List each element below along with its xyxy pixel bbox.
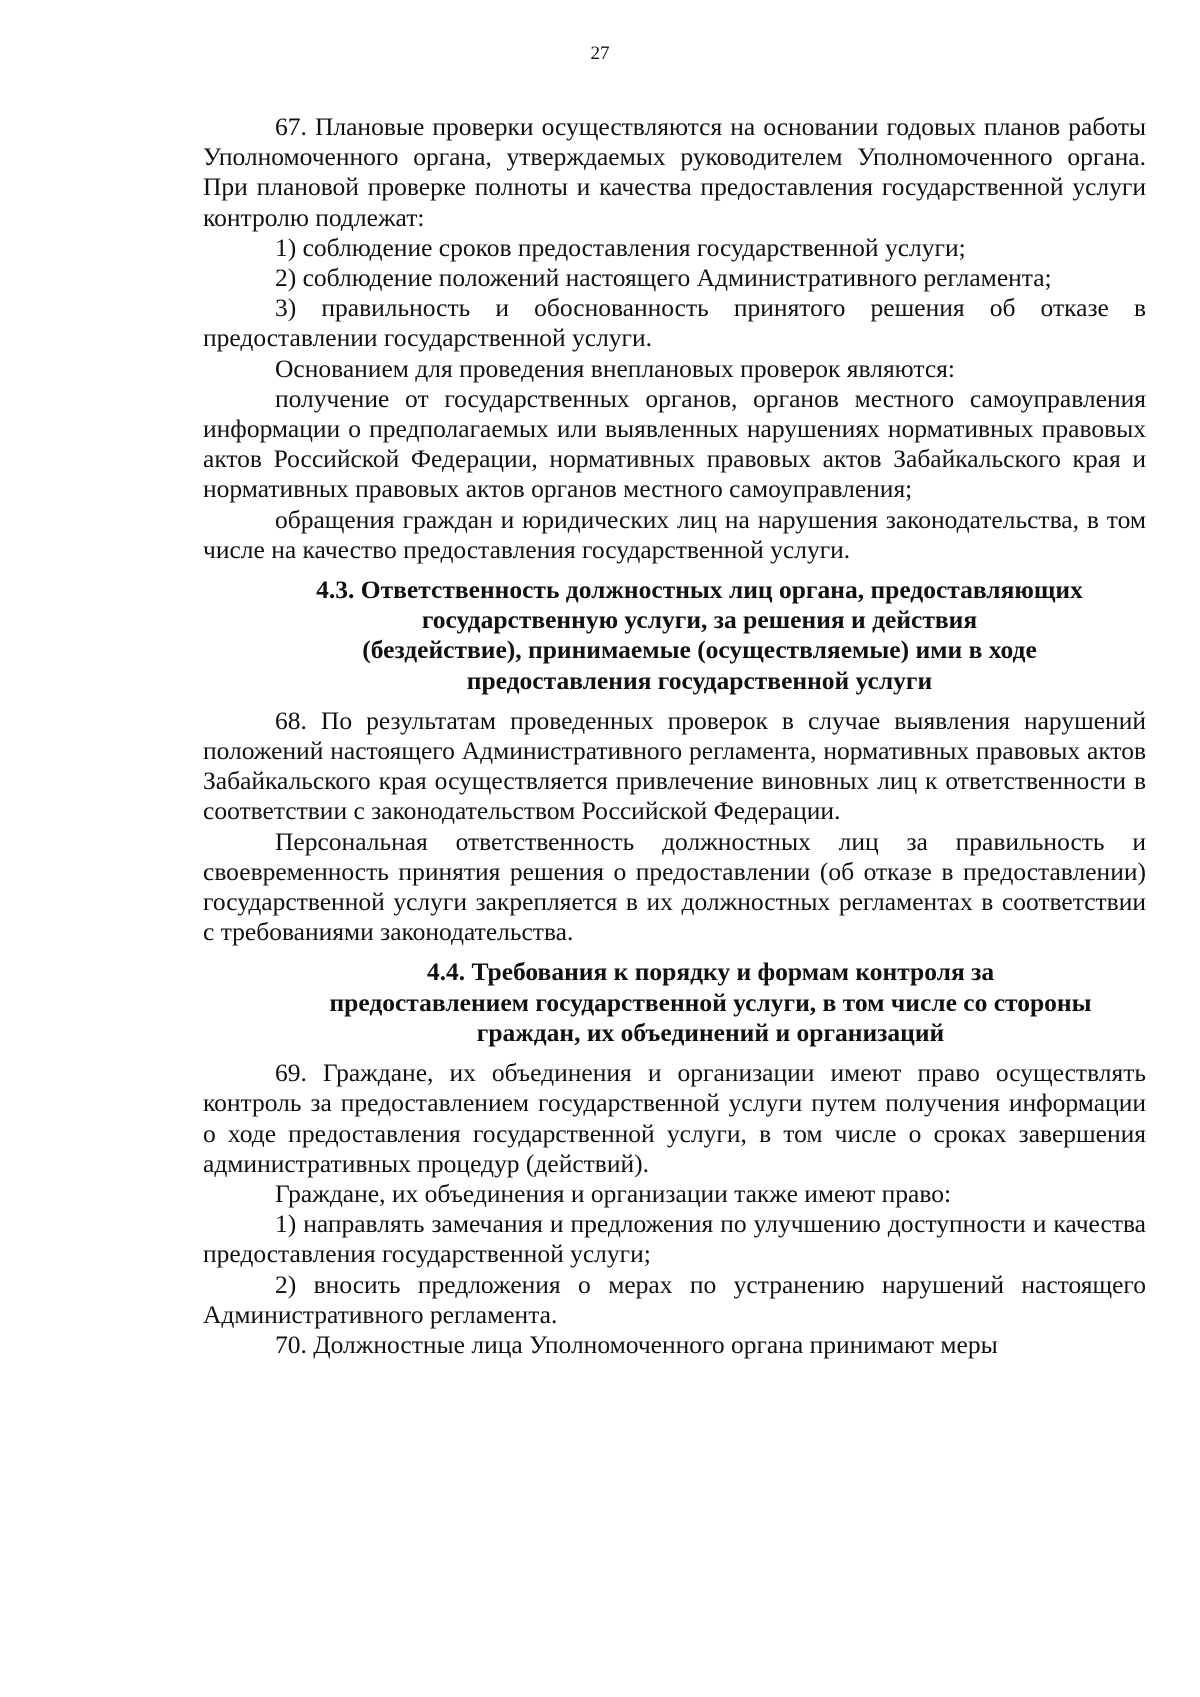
section-heading-4-3 [203, 575, 1146, 696]
page-number: 27 [590, 43, 610, 64]
paragraph-70: 70. Должностные лица Уполномоченного органа принимают меры [275, 1329, 998, 1359]
heading-4-4-line-3: граждан, их объединений и организаций [476, 1017, 945, 1047]
list-item-2: 2) соблюдение положений настоящего Административного регламента; [275, 263, 1052, 293]
list-item-1: 1) соблюдение сроков предоставления государственной услуги; [275, 232, 966, 262]
heading-4-3-line-2: государственную услуги, за решения и действия [421, 605, 978, 635]
list-item-3: 3) правильность и обоснованность принятого решения об отказе в предоставлении государственной услуги. [203, 293, 1146, 353]
paragraph-receipt-info: получение от государственных органов, органов местного самоуправления информации о предполагаемых или выявленных нарушениях нормативных правовых актов Российской Федерации, нормативных правовых актов Забайкальского края и нормативных правовых актов органов местного самоуправления; [203, 383, 1146, 504]
paragraph-68: 68. По результатам проведенных проверок в случае выявления нарушений положений настоящего Административного регламента, нормативных правовых актов Забайкальского края осуществляется привлечение виновных лиц к ответственности в соответствии с законодательством Российской Федерации. [203, 705, 1146, 826]
section-heading-4-4 [203, 957, 1146, 1048]
rights-item-1: 1) направлять замечания и предложения по улучшению доступности и качества предоставления государственной услуги; [203, 1209, 1146, 1269]
rights-item-2: 2) вносить предложения о мерах по устранению нарушений настоящего Административного регламента. [203, 1269, 1146, 1329]
paragraph-citizen-rights: Граждане, их объединения и организации также имеют право: [275, 1178, 952, 1208]
heading-4-4-line-2: предоставлением государственной услуги, в том числе со стороны [329, 987, 1092, 1017]
paragraph-citizen-appeals: обращения граждан и юридических лиц на нарушения законодательства, в том числе на качество предоставления государственной услуги. [203, 504, 1146, 564]
heading-4-3-line-4: предоставления государственной услуги [466, 665, 933, 695]
paragraph-69: 69. Граждане, их объединения и организации имеют право осуществлять контроль за предоставлением государственной услуги путем получения информации о ходе предоставления государственной услуги, в том числе о сроках завершения административных процедур (действий). [203, 1058, 1146, 1178]
paragraph-personal-responsibility: Персональная ответственность должностных лиц за правильность и своевременность принятия решения о предоставлении (об отказе в предоставлении) государственной услуги закрепляется в их должностных регламентах в соответствии с требованиями законодательства. [203, 826, 1146, 947]
paragraph-unscheduled-grounds: Основанием для проведения внеплановых проверок являются: [275, 353, 955, 383]
paragraph-67: 67. Плановые проверки осуществляются на основании годовых планов работы Уполномоченного органа, утверждаемых руководителем Уполномоченного органа. При плановой проверке полноты и качества предоставления государственной услуги контролю подлежат: [203, 112, 1146, 232]
heading-4-3-line-1: 4.3. Ответственность должностных лиц органа, предоставляющих [316, 575, 1083, 605]
heading-4-3-line-3: (бездействие), принимаемые (осуществляемые) ими в ходе [362, 635, 1037, 665]
heading-4-4-line-1: 4.4. Требования к порядку и формам контроля за [426, 957, 995, 987]
document-body [203, 112, 1146, 1360]
